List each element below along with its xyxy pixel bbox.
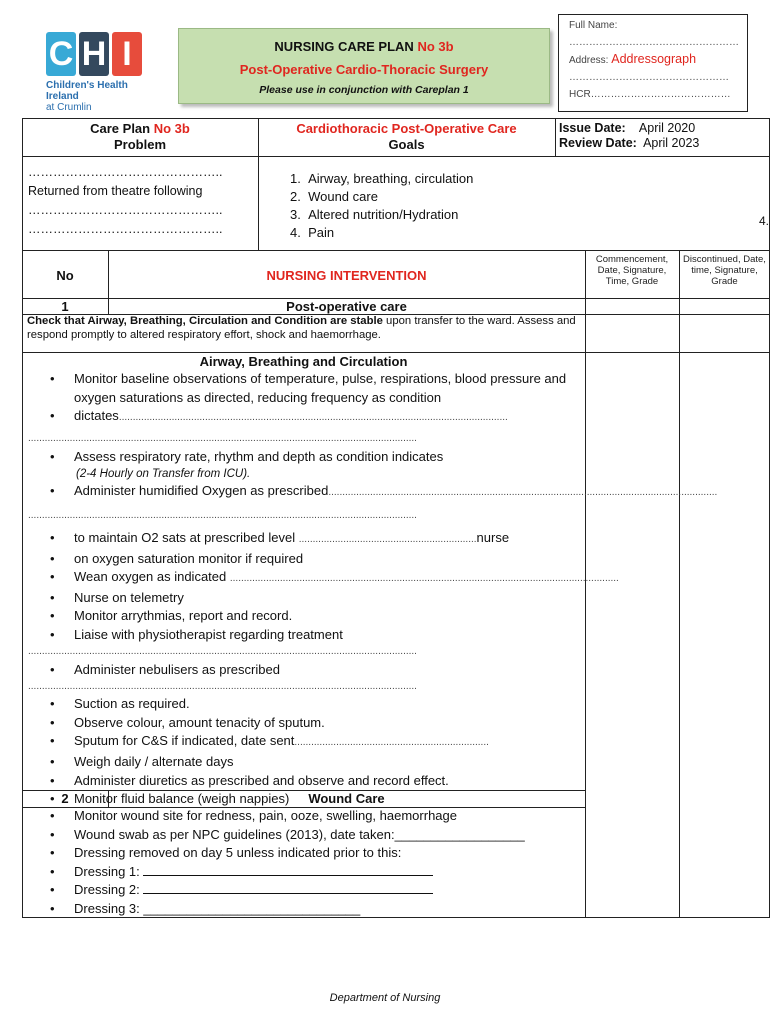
section2-title: Wound Care <box>308 791 385 806</box>
table-border <box>679 250 680 917</box>
full-name-label: Full Name: <box>569 20 618 31</box>
dotted-line: ............................................................................................................................................ <box>28 432 417 444</box>
list-item: • Dressing removed on day 5 unless indicated prior to this: <box>28 844 583 863</box>
list-item: • Wound swab as per NPC guidelines (2013), date taken:__________________ <box>28 826 583 845</box>
list-item: • Monitor wound site for redness, pain, ooze, swelling, haemorrhage <box>28 807 583 826</box>
title-banner <box>178 28 550 104</box>
col-discontinued: Discontinued, Date, time, Signature, Grade <box>683 254 766 287</box>
addressograph-box <box>558 14 748 112</box>
logo-name: Children's Health Ireland <box>46 80 128 102</box>
goals-list <box>290 170 550 242</box>
section1-number: 1 <box>61 299 69 314</box>
goal-item: 1. Airway, breathing, circulation <box>290 171 474 186</box>
table-border <box>22 156 770 157</box>
dates-header: Issue Date: April 2020 Review Date: April 2023 <box>559 121 700 150</box>
list-item: • Dressing 3: ______________________________ <box>28 900 583 919</box>
address-dots: ………………………………………… <box>569 72 729 83</box>
goal-item: 3. Altered nutrition/Hydration <box>290 207 459 222</box>
list-item: • Liaise with physiotherapist regarding treatment <box>28 626 583 645</box>
list-item: • Monitor arrythmias, report and record. <box>28 607 583 626</box>
logo-letter-i: I <box>112 32 142 76</box>
goal-item: 2. Wound care <box>290 189 378 204</box>
col-no: No <box>56 268 74 283</box>
goal-item: 4. Pain <box>290 225 335 240</box>
list-item: • Dressing 1: <box>28 863 583 882</box>
abc-note: (2-4 Hourly on Transfer from ICU). <box>76 468 251 481</box>
list-item: • Administer humidified Oxygen as prescribed............................................................................................................................................ <box>28 482 583 503</box>
chi-logo <box>46 32 156 112</box>
goals-header: Cardiothoracic Post-Operative Care Goals <box>296 121 517 152</box>
list-item: • Observe colour, amount tenacity of sputum. <box>28 714 583 733</box>
table-border <box>585 314 770 315</box>
list-item: • Suction as required. <box>28 695 583 714</box>
list-item: • Monitor baseline observations of temperature, pulse, respirations, blood pressure and oxygen saturations as directed, reducing frequency as condition <box>28 370 583 407</box>
dotted-line: ............................................................................................................................................ <box>28 645 417 657</box>
footer-department: Department of Nursing <box>329 992 441 1004</box>
wound-list <box>28 807 583 919</box>
section2-number: 2 <box>61 791 69 806</box>
list-item: • on oxygen saturation monitor if required <box>28 550 583 569</box>
list-item: • dictates............................................................................................................................................ <box>28 407 583 428</box>
table-border <box>585 352 770 353</box>
logo-location: at Crumlin <box>46 102 92 113</box>
list-item: • Nurse on telemetry <box>28 589 583 608</box>
dotted-line: ............................................................................................................................................ <box>28 681 417 693</box>
abc-list <box>28 370 718 809</box>
table-border <box>22 118 770 119</box>
full-name-dots: …………………………………………… <box>569 37 739 48</box>
list-item: • Administer nebulisers as prescribed <box>28 661 583 680</box>
table-border <box>22 250 770 251</box>
list-item: • Wean oxygen as indicated ............................................................................................................................................ <box>28 568 583 589</box>
address-row: Address: Addressograph <box>569 52 697 66</box>
list-item: • Sputum for C&S if indicated, date sent...................................................................... <box>28 732 583 753</box>
section1-title: Post-operative care <box>286 299 407 314</box>
list-item: • Weigh daily / alternate days <box>28 753 583 772</box>
hcr-label: HCR…………………………………… <box>569 89 731 100</box>
logo-letter-h: H <box>79 32 109 76</box>
abc-title: Airway, Breathing and Circulation <box>199 354 408 369</box>
col-commencement: Commencement, Date, Signature, Time, Grade <box>595 254 669 287</box>
logo-letter-c: C <box>46 32 76 76</box>
banner-subtitle: Post-Operative Cardio-Thoracic Surgery <box>239 62 489 77</box>
section1-text: Check that Airway, Breathing, Circulation and Condition are stable upon transfer to the ward. Assess and respond promptly to altered respiratory effort, shock and haemorrhage. <box>27 315 576 341</box>
list-item: • Monitor fluid balance (weigh nappies) <box>28 790 583 809</box>
list-item: • Administer diuretics as prescribed and observe and record effect. <box>28 772 583 791</box>
careplan-header: Care Plan No 3b Problem <box>90 121 190 152</box>
table-border <box>555 118 556 156</box>
banner-title: NURSING CARE PLAN No 3b <box>274 39 454 54</box>
problem-cell: ……………………………………….. Returned from theatre following ……………………………………….. ……………………………………….. <box>28 165 223 236</box>
list-item: • Dressing 2: <box>28 881 583 900</box>
list-item: • to maintain O2 sats at prescribed level ................................................................nurse <box>28 529 583 550</box>
table-border <box>22 352 585 353</box>
col-intervention: NURSING INTERVENTION <box>266 268 427 283</box>
banner-note: Please use in conjunction with Careplan 1 <box>259 84 469 96</box>
dotted-line: ............................................................................................................................................ <box>28 509 417 521</box>
edge-mark: 4. <box>759 214 770 228</box>
list-item: • Assess respiratory rate, rhythm and depth as condition indicates <box>28 448 583 467</box>
